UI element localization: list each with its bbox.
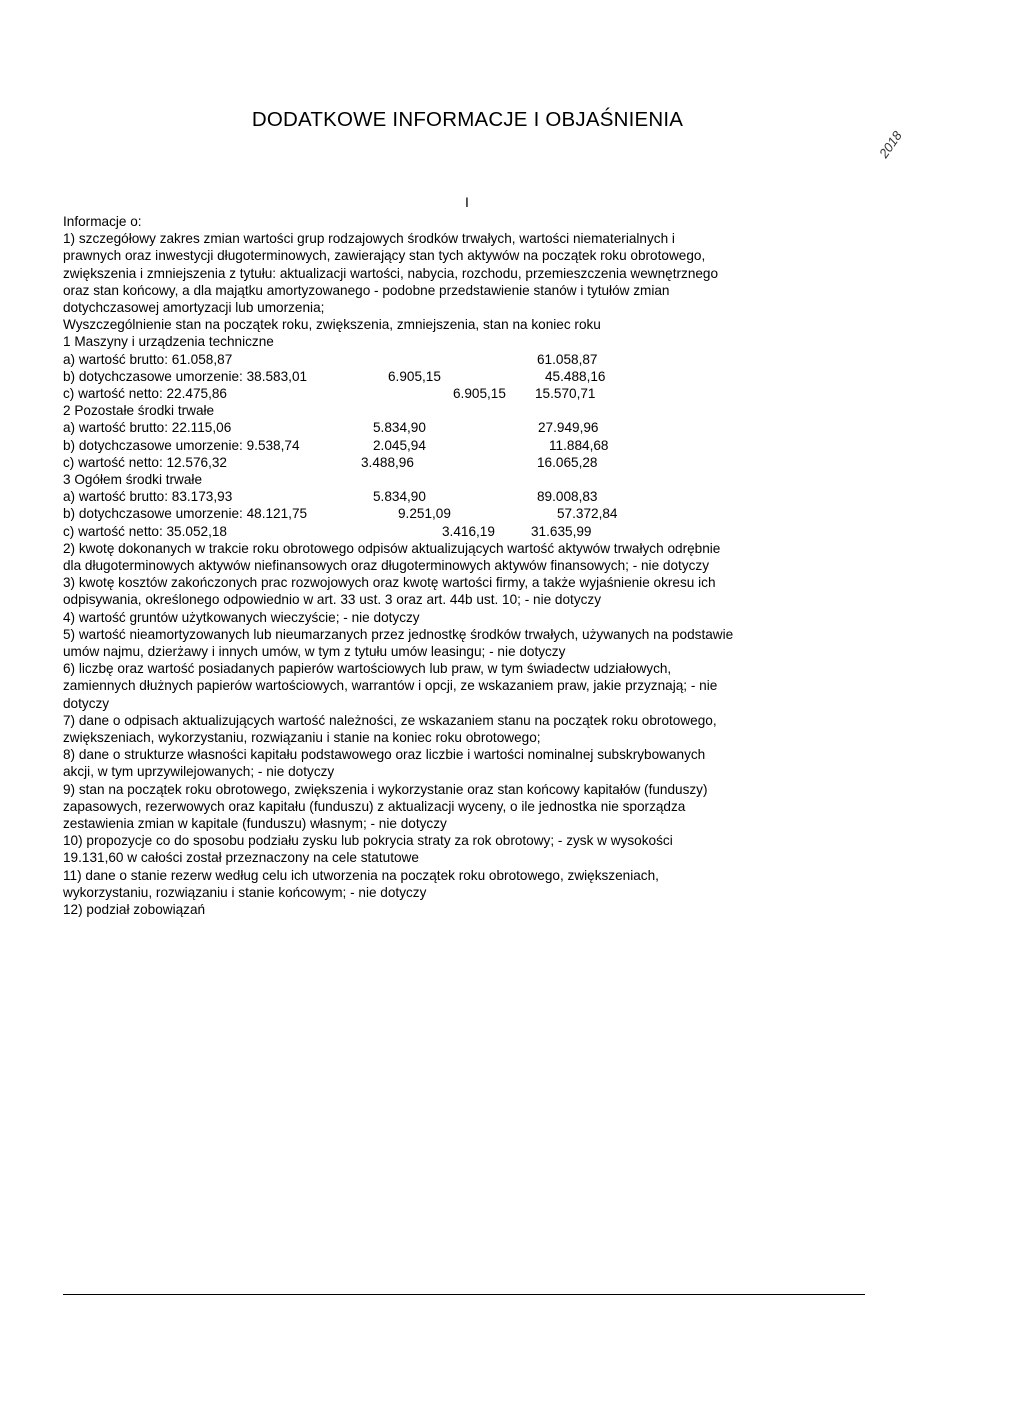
row-col2: 5.834,90	[373, 420, 426, 436]
row-col3: 27.949,96	[538, 420, 599, 436]
item-line: 9) stan na początek roku obrotowego, zwiększenia i wykorzystanie oraz stan końcowy kapitałów (funduszy)	[63, 781, 708, 797]
item-line: 10) propozycje co do sposobu podziału zysku lub pokrycia straty za rok obrotowy; - zysk w wysokości	[63, 833, 673, 849]
item-line: wykorzystaniu, rozwiązaniu i stanie końcowym; - nie dotyczy	[63, 884, 427, 900]
item-line: 3) kwotę kosztów zakończonych prac rozwojowych oraz kwotę wartości firmy, a także wyjaśnienie okresu ich	[63, 575, 716, 591]
row-col2: 2.045,94	[373, 437, 426, 453]
intro-line: dotychczasowej amortyzacji lub umorzenia;	[63, 300, 325, 316]
intro-line: Informacje o:	[63, 214, 142, 229]
group-heading: 2 Pozostałe środki trwałe	[63, 403, 215, 419]
document-body	[63, 213, 863, 918]
page-title: DODATKOWE INFORMACJE I OBJAŚNIENIA	[251, 108, 684, 131]
intro-line: zwiększenia i zmniejszenia z tytułu: aktualizacji wartości, nabycia, rozchodu, przemieszczenia wewnętrznego	[63, 265, 719, 281]
item-line: dla długoterminowych aktywów niefinansowych oraz długoterminowych aktywów finansowych; - nie dotyczy	[63, 557, 710, 573]
item-line: dotyczy	[63, 695, 110, 711]
item-line: zwiększeniach, wykorzystaniu, rozwiązaniu i stanie na koniec roku obrotowego;	[63, 729, 541, 745]
row-label: a) wartość brutto: 83.173,93	[63, 489, 233, 505]
row-col2: 3.488,96	[361, 454, 414, 470]
item-line: 19.131,60 w całości został przeznaczony na cele statutowe	[63, 850, 419, 866]
table-row	[63, 368, 863, 385]
item-line: zapasowych, rezerwowych oraz kapitału (funduszu) z aktualizacji wyceny, o ile jednostka nie sporządza	[63, 798, 686, 814]
row-label: c) wartość netto: 22.475,86	[63, 386, 227, 401]
row-col3: 57.372,84	[557, 506, 618, 522]
row-label: c) wartość netto: 35.052,18	[63, 523, 227, 539]
table-row	[63, 351, 863, 368]
row-col2: 5.834,90	[373, 489, 426, 505]
item-line: 6) liczbę oraz wartość posiadanych papierów wartościowych lub praw, w tym świadectw udziałowych,	[63, 661, 672, 677]
item-line: 11) dane o stanie rezerw według celu ich utworzenia na początek roku obrotowego, zwiększeniach,	[63, 867, 659, 883]
row-col3: 31.635,99	[531, 523, 592, 539]
row-label: b) dotychczasowe umorzenie: 48.121,75	[63, 506, 308, 522]
row-label: a) wartość brutto: 61.058,87	[63, 351, 233, 367]
row-label: b) dotychczasowe umorzenie: 9.538,74	[63, 437, 300, 453]
item-line: 12) podział zobowiązań	[63, 901, 206, 917]
intro-line: Wyszczególnienie stan na początek roku, zwiększenia, zmniejszenia, stan na koniec roku	[63, 317, 601, 333]
item-line: umów najmu, dzierżawy i innych umów, w tym z tytułu umów leasingu; - nie dotyczy	[63, 643, 566, 659]
row-col3: 89.008,83	[537, 489, 598, 505]
table-row	[63, 454, 863, 471]
row-col3: 16.065,28	[537, 454, 598, 470]
row-label: c) wartość netto: 12.576,32	[63, 454, 227, 470]
item-line: akcji, w tym uprzywilejowanych; - nie dotyczy	[63, 764, 335, 780]
row-col2: 6.905,15	[453, 386, 506, 401]
table-row	[63, 385, 863, 402]
row-label: b) dotychczasowe umorzenie: 38.583,01	[63, 368, 308, 384]
item-line: 8) dane o strukturze własności kapitału podstawowego oraz liczbie i wartości nominalnej subskrybowanych	[63, 747, 706, 763]
table-row	[63, 523, 863, 540]
corner-mark: 2018	[876, 128, 905, 161]
row-col3: 61.058,87	[537, 351, 598, 367]
tick-mark: I	[465, 194, 469, 210]
item-line: 7) dane o odpisach aktualizujących wartość należności, ze wskazaniem stanu na początek roku obrotowego,	[63, 712, 717, 728]
row-col3: 15.570,71	[535, 386, 596, 401]
footer-rule	[63, 1294, 865, 1295]
table-row	[63, 437, 863, 454]
row-col2: 9.251,09	[398, 506, 451, 522]
intro-line: prawnych oraz inwestycji długoterminowych, zawierający stan tych aktywów na początek roku obrotowego,	[63, 248, 706, 264]
item-line: 4) wartość gruntów użytkowanych wieczyście; - nie dotyczy	[63, 609, 420, 625]
item-line: zestawienia zmian w kapitale (funduszu) własnym; - nie dotyczy	[63, 815, 447, 831]
table-row	[63, 488, 863, 505]
row-col3: 11.884,68	[549, 437, 609, 453]
table-row	[63, 505, 863, 522]
item-line: odpisywania, określonego odpowiednio w art. 33 ust. 3 oraz art. 44b ust. 10; - nie dotyczy	[63, 592, 602, 608]
group-heading: 1 Maszyny i urządzenia techniczne	[63, 334, 274, 350]
item-line: 5) wartość nieamortyzowanych lub nieumarzanych przez jednostkę środków trwałych, używanych na podstawie	[63, 626, 734, 642]
item-line: zamiennych dłużnych papierów wartościowych, warrantów i opcji, ze wskazaniem praw, jakie przyznają; - nie	[63, 678, 718, 694]
intro-line: oraz stan końcowy, a dla majątku amortyzowanego - podobne przedstawienie stanów i tytułów zmian	[63, 282, 670, 298]
group-heading: 3 Ogółem środki trwałe	[63, 471, 203, 487]
item-line: 2) kwotę dokonanych w trakcie roku obrotowego odpisów aktualizujących wartość aktywów trwałych odrębnie	[63, 540, 721, 556]
row-col2: 6.905,15	[388, 368, 441, 384]
table-row	[63, 419, 863, 436]
row-col3: 45.488,16	[545, 368, 606, 384]
intro-line: 1) szczegółowy zakres zmian wartości grup rodzajowych środków trwałych, wartości niematerialnych i	[63, 231, 675, 247]
row-col2: 3.416,19	[442, 523, 495, 539]
row-label: a) wartość brutto: 22.115,06	[63, 420, 232, 436]
